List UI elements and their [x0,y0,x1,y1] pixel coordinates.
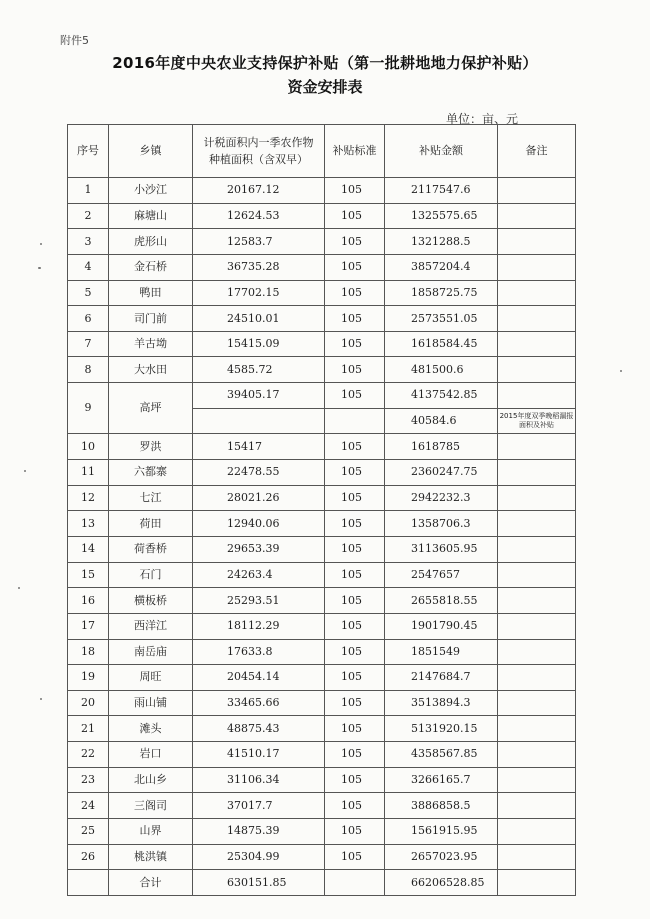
row-town: 石门 [109,562,193,588]
row-town: 雨山铺 [109,690,193,716]
row-area: 15415.09 [193,331,325,357]
row-town: 大水田 [109,357,193,383]
row-town: 金石桥 [109,254,193,280]
total-index [68,870,109,896]
row-town: 南岳庙 [109,639,193,665]
row-amount: 2547657 [385,562,498,588]
table-row [68,306,576,332]
row-standard: 105 [325,254,385,280]
table-row [68,460,576,486]
row-index: 8 [68,357,109,383]
row-remark [498,613,576,639]
row-area: 20454.14 [193,665,325,691]
row-area: 12940.06 [193,511,325,537]
row-area: 17702.15 [193,280,325,306]
table-row [68,613,576,639]
row-town: 虎形山 [109,229,193,255]
row-standard: 105 [325,434,385,460]
row-amount: 1901790.45 [385,613,498,639]
row-amount: 5131920.15 [385,716,498,742]
row-remark [498,639,576,665]
row-amount: 1321288.5 [385,229,498,255]
row-standard: 105 [325,306,385,332]
row-amount: 2147684.7 [385,665,498,691]
row-remark [498,767,576,793]
row-remark [498,485,576,511]
row-area: 17633.8 [193,639,325,665]
row-area: 28021.26 [193,485,325,511]
row-town: 小沙江 [109,178,193,204]
row-area: 37017.7 [193,793,325,819]
table-row [68,511,576,537]
unit-label: 单位：亩、元 [446,112,519,126]
page-title: 2016年度中央农业支持保护补贴（第一批耕地地力保护补贴） [112,54,538,72]
row-town: 三阁司 [109,793,193,819]
row-remark [498,562,576,588]
row-index: 24 [68,793,109,819]
row-amount: 4137542.85 [385,383,498,409]
row-amount: 1858725.75 [385,280,498,306]
table-row [68,844,576,870]
row-town: 荷香桥 [109,536,193,562]
row-amount: 1618584.45 [385,331,498,357]
row-amount: 2573551.05 [385,306,498,332]
row-amount: 1618785 [385,434,498,460]
table-row [68,690,576,716]
row-town: 岩口 [109,742,193,768]
header-remark: 备注 [498,125,576,178]
row-remark [498,793,576,819]
row-index: 11 [68,460,109,486]
row-standard: 105 [325,460,385,486]
row-area: 31106.34 [193,767,325,793]
header-town: 乡镇 [109,125,193,178]
row-town: 滩头 [109,716,193,742]
row-remark [498,229,576,255]
row-remark [498,203,576,229]
row-amount: 3886858.5 [385,793,498,819]
row-index: 5 [68,280,109,306]
row-amount: 4358567.85 [385,742,498,768]
row-standard: 105 [325,742,385,768]
row-standard: 105 [325,536,385,562]
row-area: 12583.7 [193,229,325,255]
row-standard: 105 [325,690,385,716]
total-amount: 66206528.85 [385,870,498,896]
row-area: 41510.17 [193,742,325,768]
row-standard: 105 [325,229,385,255]
row-town: 鸭田 [109,280,193,306]
row-town: 周旺 [109,665,193,691]
row-amount: 3857204.4 [385,254,498,280]
row-standard: 105 [325,562,385,588]
row-remark [498,716,576,742]
row-remark [498,665,576,691]
row-standard: 105 [325,485,385,511]
row-town: 罗洪 [109,434,193,460]
total-remark [498,870,576,896]
table-row [68,639,576,665]
total-label: 合计 [109,870,193,896]
row-standard: 105 [325,383,385,409]
table-row [68,357,576,383]
table-row [68,665,576,691]
table-row [68,485,576,511]
row-remark [498,819,576,845]
table-row [68,793,576,819]
row-amount: 3113605.95 [385,536,498,562]
total-row [68,870,576,896]
row-amount: 2942232.3 [385,485,498,511]
row-index: 17 [68,613,109,639]
table-row [68,229,576,255]
table-row [68,254,576,280]
header-index: 序号 [68,125,109,178]
row-amount: 2360247.75 [385,460,498,486]
row-index: 15 [68,562,109,588]
row-standard: 105 [325,716,385,742]
row-standard: 105 [325,331,385,357]
row-town: 麻塘山 [109,203,193,229]
row-area: 25304.99 [193,844,325,870]
table-row [68,562,576,588]
row-index: 22 [68,742,109,768]
row-standard: 105 [325,511,385,537]
scan-speck [18,587,20,589]
table-row [68,536,576,562]
row-standard: 105 [325,844,385,870]
row-index: 12 [68,485,109,511]
row-town: 六都寨 [109,460,193,486]
header-area-line2: 种植面积（含双早） [209,153,308,166]
row-amount: 3513894.3 [385,690,498,716]
row-town: 司门前 [109,306,193,332]
row-remark [498,536,576,562]
table-row [68,819,576,845]
row-index: 25 [68,819,109,845]
row-area: 48875.43 [193,716,325,742]
row-area: 39405.17 [193,383,325,409]
row-index: 26 [68,844,109,870]
row-town: 横板桥 [109,588,193,614]
row-remark [498,742,576,768]
row-amount: 2117547.6 [385,178,498,204]
scan-speck [620,370,622,372]
row-remark [498,460,576,486]
row-amount-extra: 40584.6 [385,408,498,434]
row-index: 2 [68,203,109,229]
row-amount: 1851549 [385,639,498,665]
attachment-label: 附件5 [60,34,89,47]
table-row [68,434,576,460]
row-amount: 1325575.65 [385,203,498,229]
total-area: 630151.85 [193,870,325,896]
row-remark [498,434,576,460]
row-remark [498,511,576,537]
table-row [68,383,576,409]
row-amount: 481500.6 [385,357,498,383]
row-standard: 105 [325,793,385,819]
row-standard: 105 [325,767,385,793]
row-standard: 105 [325,588,385,614]
scan-speck [40,698,42,700]
row-remark [498,383,576,409]
table-row [68,742,576,768]
table-header-row [68,125,576,178]
row-amount: 2655818.55 [385,588,498,614]
row-remark [498,280,576,306]
row-index: 9 [68,383,109,434]
row-index: 16 [68,588,109,614]
row-index: 13 [68,511,109,537]
scan-speck [38,267,41,269]
row-amount: 3266165.7 [385,767,498,793]
row-remark [498,588,576,614]
row-area: 22478.55 [193,460,325,486]
header-amount: 补贴金额 [385,125,498,178]
row-remark-extra: 2015年度双季晚稻漏报面积及补贴 [498,408,576,434]
row-index: 3 [68,229,109,255]
row-town: 山界 [109,819,193,845]
header-area-line1: 计税面积内一季农作物 [203,136,314,149]
row-remark [498,254,576,280]
table-row [68,588,576,614]
table-row [68,331,576,357]
row-town: 七江 [109,485,193,511]
row-standard: 105 [325,665,385,691]
row-town: 桃洪镇 [109,844,193,870]
row-remark [498,357,576,383]
scan-speck [40,243,42,245]
row-town: 西洋江 [109,613,193,639]
row-index: 20 [68,690,109,716]
row-index: 19 [68,665,109,691]
row-remark [498,331,576,357]
row-remark [498,306,576,332]
row-remark [498,690,576,716]
row-area: 15417 [193,434,325,460]
row-town: 高坪 [109,383,193,434]
row-area: 36735.28 [193,254,325,280]
row-standard: 105 [325,357,385,383]
table-row [68,716,576,742]
row-area-extra [193,408,325,434]
row-index: 14 [68,536,109,562]
row-area: 18112.29 [193,613,325,639]
total-standard [325,870,385,896]
row-town: 羊古坳 [109,331,193,357]
page-subtitle: 资金安排表 [287,78,363,96]
row-town: 北山乡 [109,767,193,793]
subsidy-table [67,124,576,896]
row-index: 1 [68,178,109,204]
header-standard: 补贴标准 [325,125,385,178]
header-area [193,125,325,178]
row-index: 7 [68,331,109,357]
row-area: 4585.72 [193,357,325,383]
row-area: 20167.12 [193,178,325,204]
scan-speck [24,470,26,472]
row-index: 6 [68,306,109,332]
table-row [68,767,576,793]
row-standard: 105 [325,613,385,639]
row-standard: 105 [325,819,385,845]
table-row [68,280,576,306]
row-index: 18 [68,639,109,665]
row-standard: 105 [325,280,385,306]
row-area: 25293.51 [193,588,325,614]
row-index: 23 [68,767,109,793]
table-row [68,178,576,204]
row-standard-extra [325,408,385,434]
row-amount: 1561915.95 [385,819,498,845]
row-area: 12624.53 [193,203,325,229]
row-area: 29653.39 [193,536,325,562]
row-index: 4 [68,254,109,280]
row-town: 荷田 [109,511,193,537]
row-area: 24510.01 [193,306,325,332]
row-index: 21 [68,716,109,742]
row-area: 33465.66 [193,690,325,716]
row-standard: 105 [325,178,385,204]
table-row [68,203,576,229]
row-standard: 105 [325,203,385,229]
row-area: 24263.4 [193,562,325,588]
row-remark [498,844,576,870]
row-standard: 105 [325,639,385,665]
row-amount: 1358706.3 [385,511,498,537]
row-remark [498,178,576,204]
row-index: 10 [68,434,109,460]
row-amount: 2657023.95 [385,844,498,870]
row-area: 14875.39 [193,819,325,845]
